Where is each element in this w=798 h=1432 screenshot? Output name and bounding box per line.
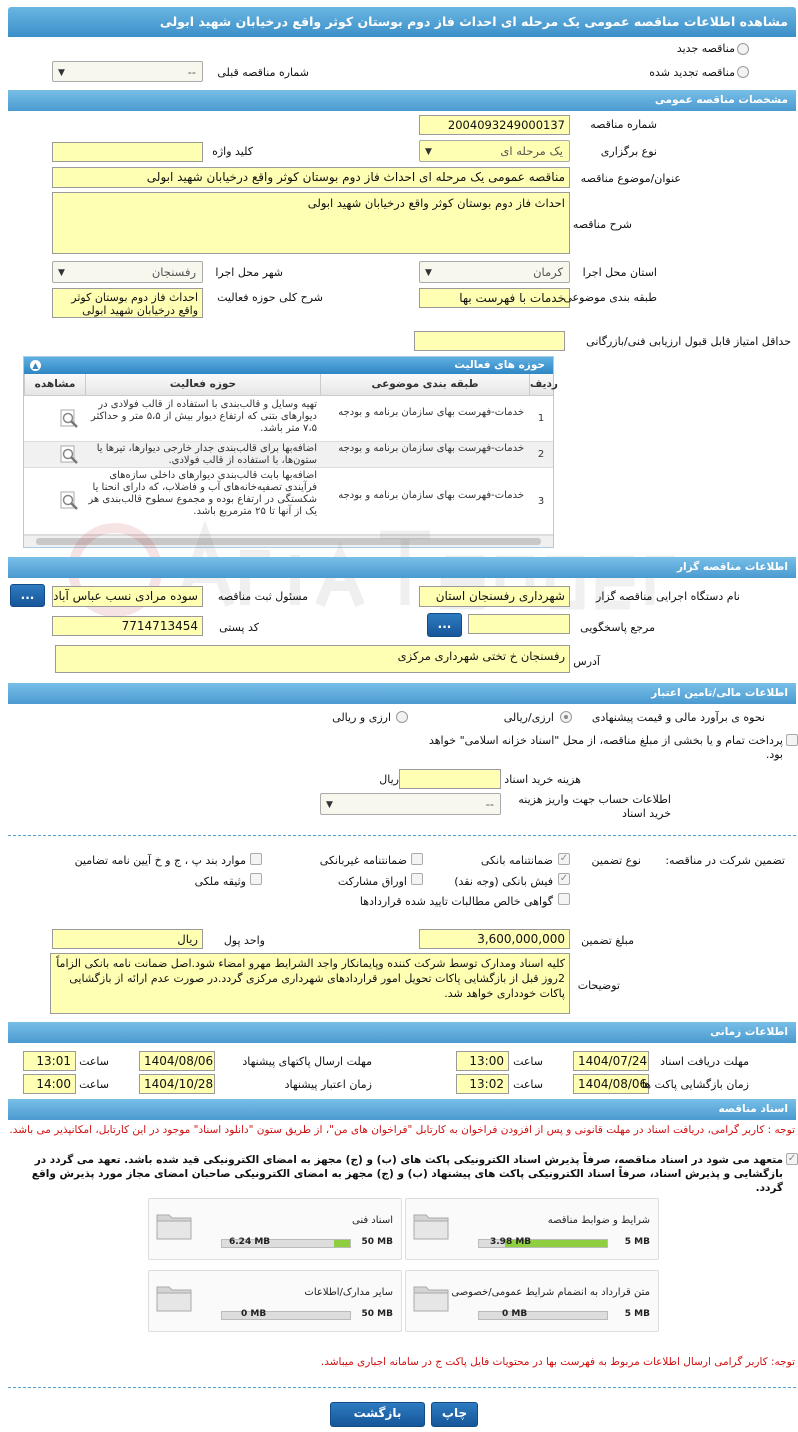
row-area: اضافه‌بها بابت قالب‌بندی دیوارهای داخلی سازه‌های فرآیندی تصفیه‌خانه‌های آب و فاضلاب، که دارای انحنا یا شکستگی در ارتفاع بوده و مجموع سطوح قالب‌بندی هر یک از آنها تا ۲۵ مترمربع باشد. <box>88 470 317 517</box>
folder-icon <box>155 1207 193 1241</box>
prev-number-label: شماره مناقصه قبلی <box>217 66 309 79</box>
currency-label: واحد پول <box>223 934 265 947</box>
estimate-option-1-label: ارزی/ریالی <box>503 711 554 724</box>
chevron-down-icon: ▼ <box>425 147 432 157</box>
finance-header: اطلاعات مالی/تامین اعتبار <box>8 683 796 704</box>
scope-label: شرح کلی حوزه فعالیت <box>217 291 323 304</box>
bank-guarantee-checkbox[interactable]: ✓ <box>559 853 569 864</box>
reference-lookup-button[interactable]: ... <box>427 613 462 637</box>
activity-header-text: حوزه های فعالیت <box>454 359 545 371</box>
renewed-tender-radio[interactable] <box>737 66 749 78</box>
type-value: یک مرحله ای <box>500 144 563 158</box>
estimate-option-2-radio[interactable] <box>396 711 408 723</box>
row-number: 3 <box>537 496 545 507</box>
treasury-text: پرداخت تمام و یا بخشی از مبلغ مناقصه، از محل "اسناد خزانه اسلامی" خواهد بود. <box>428 734 783 761</box>
bonds-label: اوراق مشارکت <box>337 875 407 888</box>
collapse-icon[interactable]: ▲ <box>30 360 41 371</box>
open-time-field: 13:02 <box>456 1074 509 1094</box>
chevron-down-icon: ▼ <box>326 800 333 810</box>
city-value: رفسنجان <box>151 265 196 279</box>
reference-label: مرجع پاسخگویی <box>580 621 655 634</box>
province-value: کرمان <box>533 265 563 279</box>
doc-card-progress <box>478 1311 608 1320</box>
doc-card-max: 50 MB <box>361 1309 393 1319</box>
address-field: رفسنجان خ تختی شهرداری مرکزی <box>55 645 570 673</box>
city-select[interactable] <box>52 261 203 283</box>
hour-label: ساعت <box>79 1078 109 1091</box>
category-label: طبقه بندی موضوعی <box>563 291 657 304</box>
row-category: خدمات-فهرست بهای سازمان برنامه و بودجه <box>338 443 524 454</box>
row-area: اضافه‌بها برای قالب‌بندی جدار خارجی دیوارها، تیرها یا ستون‌ها، با استفاده از قالب فولادی. <box>96 443 317 466</box>
row-category: خدمات-فهرست بهای سازمان برنامه و بودجه <box>338 490 524 501</box>
address-label: آدرس <box>573 655 600 668</box>
doc-card-technical[interactable] <box>148 1198 402 1260</box>
type-select[interactable] <box>419 140 570 162</box>
postal-code-field: 7714713454 <box>52 616 203 636</box>
bonds-checkbox[interactable] <box>411 873 423 885</box>
notes-field: کلیه اسناد ومدارک توسط شرکت کننده وپایمانکار واجد الشرایط مهرو امضاء شود.اصل ضمانت نامه بانکی الزاماً 2روز قبل از بازگشایی پاکات تحویل امور قراردادهای شهرداری مرکزی گردد.در صورت عدم ارائه از بازگشایی پاکات خودداری خواهد شد. <box>50 953 570 1014</box>
time-header: اطلاعات زمانی <box>8 1022 796 1043</box>
new-tender-label: مناقصه جدید <box>676 42 735 55</box>
commit-checkbox[interactable]: ✓ <box>787 1153 797 1164</box>
property-label: وثیقه ملکی <box>194 875 246 888</box>
claims-checkbox[interactable] <box>558 893 570 905</box>
open-label: زمان بازگشایی پاکت ها <box>641 1078 749 1091</box>
commit-text: متعهد می شود در اسناد مناقصه، صرفاً پذیرش اسناد الکترونیکی پاکت های (ب) و (ج) مجهز به امضای الکترونیکی قید شده باشد. تعهد می گردد در بازگشایی و پذیرش اسناد، صرفاً اسناد الکترونیکی پاکت های پیشنهاد (ب) و (ج) مجهز به امضای الکترونیکی صاحبان امضای مجاز مورد پذیرش واقع گردد. <box>31 1154 783 1194</box>
divider <box>8 835 796 836</box>
get-docs-time-field: 13:00 <box>456 1051 509 1071</box>
doc-fee-unit: ریال <box>379 773 399 786</box>
estimate-option-1-radio[interactable] <box>560 711 572 723</box>
postal-code-label: کد پستی <box>219 621 259 634</box>
doc-card-max: 5 MB <box>624 1237 650 1247</box>
valid-date-field: 1404/10/28 <box>139 1074 215 1094</box>
general-header: مشخصات مناقصه عمومی <box>8 90 796 111</box>
col-category: طبقه بندی موضوعی <box>320 374 529 396</box>
min-score-field[interactable] <box>414 331 565 351</box>
guarantee-amount-field: 3,600,000,000 <box>419 929 570 949</box>
responsible-label: مسئول ثبت مناقصه <box>217 590 308 603</box>
row-category: خدمات-فهرست بهای سازمان برنامه و بودجه <box>338 407 524 418</box>
estimate-option-2-label: ارزی و ریالی <box>332 711 391 724</box>
doc-card-progress-fill <box>334 1240 350 1247</box>
subject-field: مناقصه عمومی یک مرحله ای احداث فاز دوم بوستان کوثر واقع درخیابان شهید ابولی <box>52 167 570 188</box>
doc-card-name: اسناد فنی <box>352 1215 393 1226</box>
tender-number-label: شماره مناقصه <box>590 118 657 131</box>
doc-card-conditions[interactable] <box>405 1198 659 1260</box>
row-number: 1 <box>537 413 545 424</box>
city-label: شهر محل اجرا <box>215 266 283 279</box>
col-area: حوزه فعالیت <box>85 374 320 396</box>
notes-label: توضیحات <box>577 979 620 992</box>
doc-card-used: 3.98 MB <box>490 1237 532 1247</box>
get-docs-date-field: 1404/07/24 <box>573 1051 649 1071</box>
tender-number-field: 2004093249000137 <box>419 115 570 135</box>
hour-label: ساعت <box>513 1055 543 1068</box>
doc-card-name: سایر مدارک/اطلاعات <box>304 1287 393 1298</box>
doc-card-name: شرایط و ضوابط مناقصه <box>547 1215 650 1226</box>
guarantee-amount-label: مبلغ تضمین <box>581 934 634 947</box>
doc-card-name: متن قرارداد به انضمام شرایط عمومی/خصوصی <box>451 1287 650 1298</box>
folder-icon <box>412 1279 450 1313</box>
rules-label: موارد بند پ ، ج و خ آیین نامه تضامین <box>74 854 246 867</box>
reference-field[interactable] <box>468 614 570 634</box>
responsible-field: سوده مرادی نسب عباس آباد <box>52 586 203 607</box>
doc-card-contract[interactable] <box>405 1270 659 1332</box>
divider <box>8 1387 796 1388</box>
price-list-note: توجه: کاربر گرامی ارسال اطلاعات مربوط به فهرست بها در محتویات فایل پاکت ج در سامانه اجباری میباشد. <box>320 1356 795 1368</box>
send-time-field: 13:01 <box>23 1051 76 1071</box>
valid-label: زمان اعتبار پیشنهاد <box>284 1078 372 1091</box>
property-checkbox[interactable] <box>250 873 262 885</box>
type-label: نوع برگزاری <box>600 145 657 158</box>
new-tender-radio[interactable] <box>737 43 749 55</box>
magnifier-icon[interactable] <box>58 444 80 466</box>
folder-icon <box>155 1279 193 1313</box>
get-docs-label: مهلت دریافت اسناد <box>660 1055 749 1068</box>
doc-card-max: 5 MB <box>624 1309 650 1319</box>
device-label: نام دستگاه اجرایی مناقصه گزار <box>596 590 740 603</box>
account-value: -- <box>485 797 494 811</box>
send-label: مهلت ارسال پاکتهای پیشنهاد <box>242 1055 372 1068</box>
doc-fee-field <box>399 769 501 789</box>
chevron-down-icon: ▼ <box>425 268 432 278</box>
doc-card-used: 0 MB <box>502 1309 528 1319</box>
description-field: احداث فاز دوم بوستان کوثر واقع درخیابان شهید ابولی <box>52 192 570 254</box>
nonbank-guarantee-label: ضمانتنامه غیربانکی <box>319 854 407 867</box>
min-score-label: حداقل امتیاز قابل قبول ارزیابی فنی/بازرگانی <box>586 335 791 348</box>
province-select[interactable] <box>419 261 570 283</box>
rules-checkbox[interactable] <box>250 853 262 865</box>
hour-label: ساعت <box>513 1078 543 1091</box>
chevron-down-icon: ▼ <box>58 268 65 278</box>
row-area: تهیه وسایل و قالب‌بندی با استفاده از قالب فولادی در دیوارهای بتنی که ارتفاع دیوار بیش از ۵،۵ متر و حداکثر ۷،۵ متر باشد. <box>90 399 317 434</box>
print-button[interactable]: چاپ <box>431 1402 478 1427</box>
guarantee-type-label: نوع تضمین <box>591 854 641 867</box>
page-title: مشاهده اطلاعات مناقصه عمومی یک مرحله ای احداث فاز دوم بوستان کوثر واقع درخیابان شهید ابولی <box>8 7 796 37</box>
doc-card-used: 6.24 MB <box>229 1237 271 1247</box>
docs-note: توجه : کاربر گرامی، دریافت اسناد در مهلت قانونی و پس از افزودن فراخوان به کارتابل "فراخوان های من"، از طریق ستون "دانلود اسناد" موجود در این کارتابل، امکانپذیر می باشد. <box>9 1124 795 1136</box>
nonbank-guarantee-checkbox[interactable] <box>411 853 423 865</box>
org-header: اطلاعات مناقصه گزار <box>8 557 796 578</box>
doc-card-max: 50 MB <box>361 1237 393 1247</box>
valid-time-field: 14:00 <box>23 1074 76 1094</box>
keyword-field[interactable] <box>52 142 203 162</box>
row-number: 2 <box>537 449 545 460</box>
doc-fee-label: هزینه خرید اسناد <box>504 773 581 786</box>
col-row: ردیف <box>529 374 553 396</box>
chevron-down-icon: ▼ <box>58 68 65 78</box>
renewed-tender-label: مناقصه تجدید شده <box>649 66 735 79</box>
responsible-lookup-button[interactable]: ... <box>10 584 45 607</box>
guarantee-label: تضمین شرکت در مناقصه: <box>665 854 785 867</box>
docs-header: اسناد مناقصه <box>8 1099 796 1120</box>
back-button[interactable]: بازگشت <box>330 1402 425 1427</box>
send-date-field: 1404/08/06 <box>139 1051 215 1071</box>
account-label: اطلاعات حساب جهت واریز هزینه خرید اسناد <box>518 793 671 820</box>
magnifier-icon[interactable] <box>58 408 80 430</box>
province-label: استان محل اجرا <box>582 266 657 279</box>
claims-label: گواهی خالص مطالبات تایید شده قراردادها <box>359 895 553 908</box>
doc-card-used: 0 MB <box>241 1309 267 1319</box>
category-field: خدمات با فهرست بها <box>419 288 570 308</box>
hour-label: ساعت <box>79 1055 109 1068</box>
description-label: شرح مناقصه <box>572 218 632 231</box>
cash-checkbox[interactable]: ✓ <box>559 873 569 884</box>
cash-label: فیش بانکی (وجه نقد) <box>454 875 553 888</box>
treasury-checkbox[interactable] <box>786 734 798 746</box>
col-view: مشاهده <box>24 374 85 396</box>
doc-card-other[interactable] <box>148 1270 402 1332</box>
prev-number-value: -- <box>187 65 196 79</box>
account-select[interactable] <box>320 793 501 815</box>
scope-field: احداث فاز دوم بوستان کوثر واقع درخیابان شهید ابولی <box>52 288 203 318</box>
keyword-label: کلید واژه <box>212 145 253 158</box>
activity-header <box>24 357 553 374</box>
device-field: شهرداری رفسنجان استان <box>419 586 570 607</box>
prev-number-select[interactable] <box>52 61 203 82</box>
bank-guarantee-label: ضمانتنامه بانکی <box>480 854 553 867</box>
currency-field: ریال <box>52 929 203 949</box>
subject-label: عنوان/موضوع مناقصه <box>580 172 681 185</box>
folder-icon <box>412 1207 450 1241</box>
open-date-field: 1404/08/06 <box>573 1074 649 1094</box>
magnifier-icon[interactable] <box>58 490 80 512</box>
estimate-label: نحوه ی برآورد مالی و قیمت پیشنهادی <box>591 711 765 724</box>
